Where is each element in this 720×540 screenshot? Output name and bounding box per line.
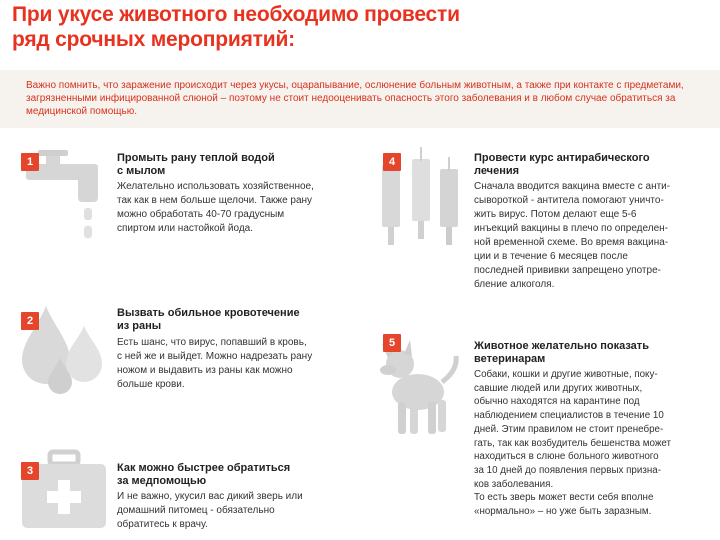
step-title-line: с мылом — [117, 165, 166, 177]
step-title-line: Провести курс антирабического — [474, 152, 650, 164]
step-text — [117, 490, 367, 532]
step-title-line: ветеринарам — [474, 353, 546, 365]
step-text-line: можно обработать 40-70 градусным — [117, 209, 285, 220]
step-number-badge: 5 — [383, 334, 401, 352]
step-title-line: Животное желательно показать — [474, 340, 649, 352]
step-title — [474, 152, 714, 178]
step-number-badge: 4 — [383, 153, 401, 171]
intro-text: Важно помнить, что заражение происходит через укусы, оцарапывание, ослюнение больным животным, а также при контакте с предметами, загрязненными инфицированной слюной – поэтому не стоит недооценивать опасность этого заболевания и в любом случае обратиться за медицинской помощью. — [26, 80, 684, 117]
step-text-line: дней. Этим правилом не стоит пренебре- — [474, 423, 664, 435]
step-text-line: ной временной схеме. Во время вакцина- — [474, 237, 669, 248]
step-text — [117, 180, 367, 236]
step-title-line: Промыть рану теплой водой — [117, 152, 275, 164]
step-text-line: больше крови. — [117, 379, 185, 390]
step-text-line: обратитесь к врачу. — [117, 519, 208, 530]
step-text-line: инъекций вакцины в плечо по определен- — [474, 223, 668, 234]
step-text-line: савшие людей или других животных, — [474, 382, 643, 394]
step-title-line: Как можно быстрее обратиться — [117, 462, 291, 474]
step-text-line: домашний питомец - обязательно — [117, 505, 275, 516]
step-text-line: ножом и выдавить из раны как можно — [117, 365, 293, 376]
step-text-line: бление алкоголя. — [474, 279, 555, 290]
step-text-line: обычно находятся на карантине под — [474, 396, 640, 408]
page-title-line: ряд срочных мероприятий: — [12, 28, 295, 51]
step-number-badge: 3 — [21, 462, 39, 480]
step-text-line: Сначала вводится вакцина вместе с анти- — [474, 181, 671, 192]
step-text-line: Собаки, кошки и другие животные, поку- — [474, 369, 658, 380]
page-title-line: При укусе животного необходимо провести — [12, 3, 460, 26]
step-text-line: жить вирус. Потом делают еще 5-6 — [474, 209, 637, 220]
step-title-line: из раны — [117, 320, 162, 332]
step-text-line: так как в нем больше щелочи. Также рану — [117, 195, 313, 206]
step-title-line: Вызвать обильное кровотечение — [117, 307, 300, 319]
step-text-line: за 10 дней до появления первых призна- — [474, 464, 661, 476]
step-title — [117, 152, 357, 178]
step-title-line: за медпомощью — [117, 475, 207, 487]
step-text-line: То есть зверь может вести себя вполне — [474, 492, 654, 504]
step-text-line: последней прививки запрещено употре- — [474, 265, 661, 276]
step-number-badge: 2 — [21, 312, 39, 330]
step-text-line: «нормально» – но уже быть заразным. — [474, 506, 652, 518]
step-text-line: ков заболевания. — [474, 478, 554, 490]
intro-box — [0, 70, 720, 128]
step-text-line: Желательно использовать хозяйственное, — [117, 181, 314, 192]
step-title — [474, 340, 714, 366]
step-text-line: наблюдением специалистов в течение 10 — [474, 410, 664, 422]
step-number-badge: 1 — [21, 153, 39, 171]
step-title-line: лечения — [474, 165, 520, 177]
step-text-line: Есть шанс, что вирус, попавший в кровь, — [117, 337, 307, 348]
step-text-line: находиться в слюне больного животного — [474, 451, 659, 463]
first-aid-kit-icon — [18, 448, 110, 532]
step-text-line: гать, так как возбудитель бешенства может — [474, 437, 671, 449]
step-text-line: И не важно, укусил вас дикий зверь или — [117, 491, 303, 502]
step-title — [117, 462, 357, 488]
step-title — [117, 307, 357, 333]
step-text — [474, 368, 718, 519]
step-text-line: спиртом или настойкой йода. — [117, 223, 254, 234]
step-text-line: ции и в течение 6 месяцев после — [474, 251, 628, 262]
step-text-line: с ней же и выйдет. Можно надрезать рану — [117, 351, 313, 362]
page-title — [12, 2, 712, 52]
step-text-line: сывороткой - антитела помогают уничто- — [474, 195, 664, 206]
step-text — [474, 180, 714, 292]
step-text — [117, 336, 367, 392]
